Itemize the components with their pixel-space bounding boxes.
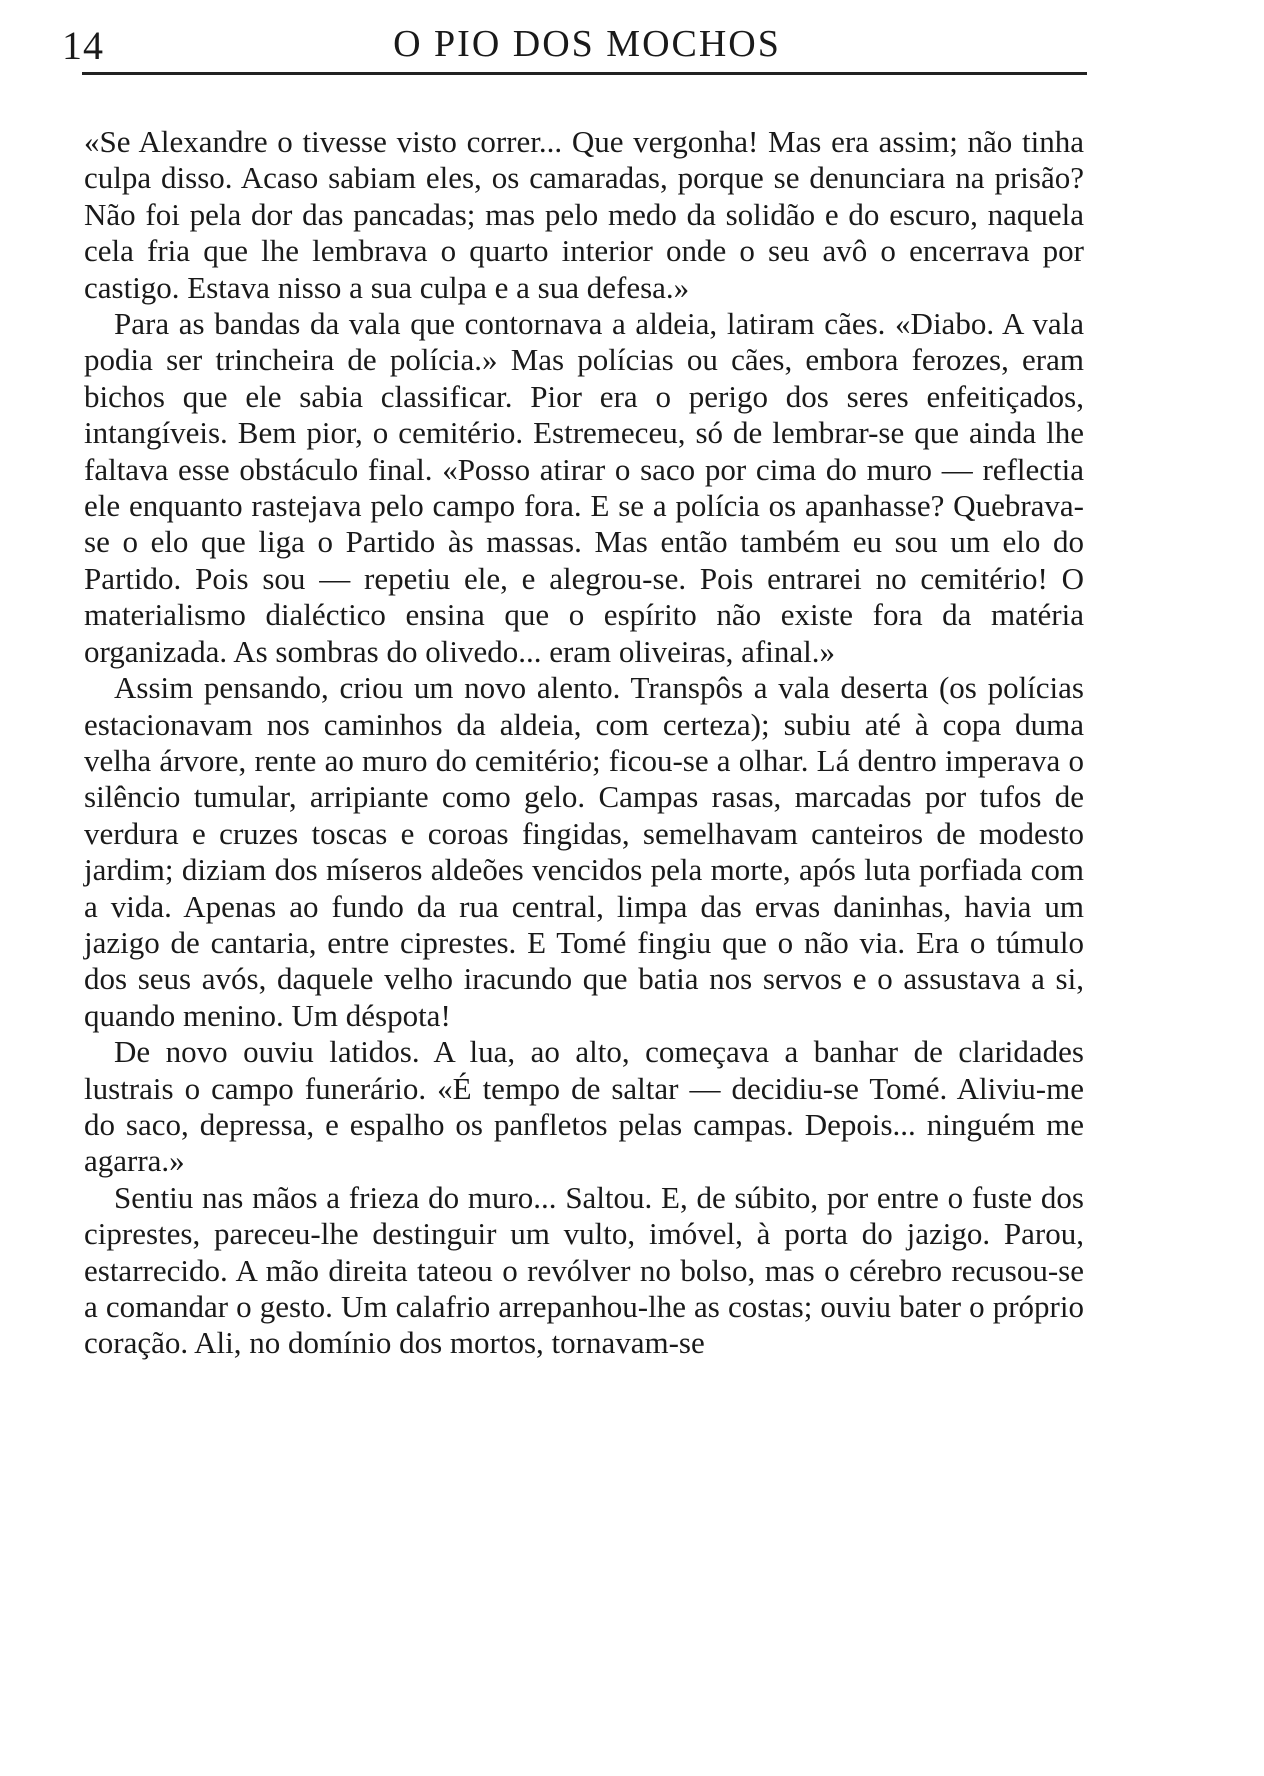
page-header	[52, 18, 1082, 78]
header-rule	[82, 72, 1087, 75]
paragraph: Para as bandas da vala que contornava a aldeia, latiram cães. «Diabo. A vala podia ser trincheira de polícia.» Mas polícias ou cães, embora ferozes, eram bichos que ele sabia classificar. Pior era o perigo dos seres enfeitiçados, intangíveis. Bem pior, o cemitério. Estremeceu, só de lembrar-se que ainda lhe faltava esse obstáculo final. «Posso atirar o saco por cima do muro — reflectia ele enquanto rastejava pelo campo fora. E se a polícia os apanhasse? Quebrava-se o elo que liga o Partido às massas. Mas então também eu sou um elo do Partido. Pois sou — repetiu ele, e alegrou-se. Pois entrarei no cemitério! O materialismo dialéctico ensina que o espírito não existe fora da matéria organizada. As sombras do olivedo... eram oliveiras, afinal.»	[84, 306, 1084, 669]
paragraph: «Se Alexandre o tivesse visto correr... Que vergonha! Mas era assim; não tinha culpa disso. Acaso sabiam eles, os camaradas, porque se denunciara na prisão? Não foi pela dor das pancadas; mas pelo medo da solidão e do escuro, naquela cela fria que lhe lembrava o quarto interior onde o seu avô o encerrava por castigo. Estava nisso a sua culpa e a sua defesa.»	[84, 124, 1084, 305]
paragraph: De novo ouviu latidos. A lua, ao alto, começava a banhar de claridades lustrais o campo funerário. «É tempo de saltar — decidiu-se Tomé. Aliviu-me do saco, depressa, e espalho os panfletos pelas campas. Depois... ninguém me agarra.»	[84, 1034, 1084, 1179]
page-number: 14	[62, 23, 104, 68]
body-text	[84, 124, 1084, 1362]
running-title: O PIO DOS MOCHOS	[393, 23, 781, 65]
paragraph: Assim pensando, criou um novo alento. Transpôs a vala deserta (os polícias estacionavam nos caminhos da aldeia, com certeza); subiu até à copa duma velha árvore, rente ao muro do cemitério; ficou-se a olhar. Lá dentro imperava o silêncio tumular, arripiante como gelo. Campas rasas, marcadas por tufos de verdura e cruzes toscas e coroas fingidas, semelhavam canteiros de modesto jardim; diziam dos míseros aldeões vencidos pela morte, após luta porfiada com a vida. Apenas ao fundo da rua central, limpa das ervas daninhas, havia um jazigo de cantaria, entre ciprestes. E Tomé fingiu que o não via. Era o túmulo dos seus avós, daquele velho iracundo que batia nos servos e o assustava a si, quando menino. Um déspota!	[84, 670, 1084, 1033]
paragraph: Sentiu nas mãos a frieza do muro... Saltou. E, de súbito, por entre o fuste dos ciprestes, pareceu-lhe destinguir um vulto, imóvel, à porta do jazigo. Parou, estarrecido. A mão direita tateou o revólver no bolso, mas o cérebro recusou-se a comandar o gesto. Um calafrio arrepanhou-lhe as costas; ouviu bater o próprio coração. Ali, no domínio dos mortos, tornavam-se	[84, 1179, 1084, 1361]
